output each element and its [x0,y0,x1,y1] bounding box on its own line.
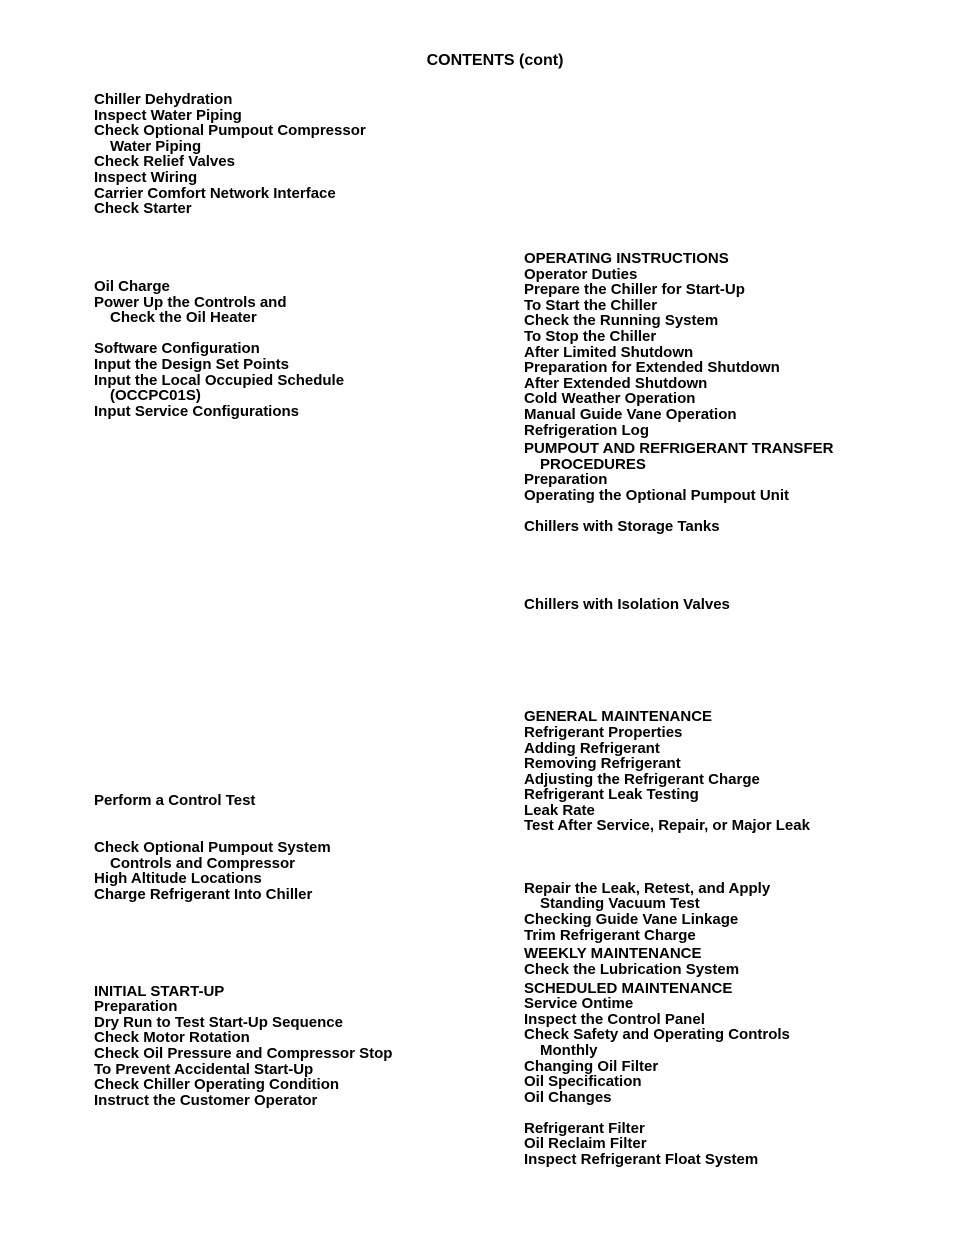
toc-entry: Trim Refrigerant Charge [524,927,696,944]
toc-entry: Perform a Control Test [94,792,256,809]
toc-entry: Input the Local Occupied Schedule [94,372,345,389]
toc-entry: Chiller Dehydration [94,91,233,108]
toc-section-heading: PROCEDURES [540,456,646,473]
toc-entry: Carrier Comfort Network Interface [94,185,336,202]
toc-entry: Input the Design Set Points [94,356,290,373]
toc-entry: After Extended Shutdown [524,375,708,392]
toc-entry: High Altitude Locations [94,870,262,887]
toc-entry: Prepare the Chiller for Start-Up [524,281,745,298]
toc-entry: Inspect Water Piping [94,107,242,124]
toc-section-heading: PUMPOUT AND REFRIGERANT TRANSFER [524,440,834,457]
toc-entry: Instruct the Customer Operator [94,1092,318,1109]
toc-entry: Inspect the Control Panel [524,1011,705,1028]
toc-entry: Refrigerant Filter [524,1120,645,1137]
toc-entry: Manual Guide Vane Operation [524,406,737,423]
toc-entry: Check Motor Rotation [94,1029,250,1046]
toc-entry: Preparation [94,998,178,1015]
toc-entry: Check the Lubrication System [524,961,740,978]
toc-entry: Check Relief Valves [94,153,235,170]
toc-entry: Inspect Wiring [94,169,198,186]
toc-entry: Preparation [524,471,608,488]
toc-entry: Check Optional Pumpout System [94,839,331,856]
toc-entry: Monthly [540,1042,598,1059]
toc-entry: Refrigerant Leak Testing [524,786,699,803]
toc-entry: Removing Refrigerant [524,755,681,772]
toc-entry: Checking Guide Vane Linkage [524,911,739,928]
toc-entry: Oil Charge [94,278,170,295]
toc-entry: Refrigerant Properties [524,724,683,741]
toc-entry: Check Optional Pumpout Compressor [94,122,366,139]
toc-entry: To Start the Chiller [524,297,658,314]
toc-entry: Oil Specification [524,1073,642,1090]
toc-entry: Chillers with Isolation Valves [524,596,730,613]
toc-entry: Standing Vacuum Test [540,895,700,912]
toc-entry: Leak Rate [524,802,595,819]
toc-entry: Chillers with Storage Tanks [524,518,720,535]
toc-section-heading: GENERAL MAINTENANCE [524,708,713,725]
toc-entry: Input Service Configurations [94,403,300,420]
toc-entry: Check the Running System [524,312,719,329]
toc-entry: To Prevent Accidental Start-Up [94,1061,314,1078]
toc-entry: Water Piping [110,138,202,155]
toc-entry: Inspect Refrigerant Float System [524,1151,759,1168]
toc-entry: Oil Changes [524,1089,612,1106]
toc-entry: (OCCPC01S) [110,387,201,404]
toc-entry: Check the Oil Heater [110,309,257,326]
toc-entry: Refrigeration Log [524,422,650,439]
toc-entry: Changing Oil Filter [524,1058,659,1075]
toc-entry: Adding Refrigerant [524,740,660,757]
toc-section-heading: OPERATING INSTRUCTIONS [524,250,729,267]
toc-entry: Cold Weather Operation [524,390,696,407]
toc-section-heading: WEEKLY MAINTENANCE [524,945,702,962]
toc-entry: Software Configuration [94,340,260,357]
toc-entry: Check Safety and Operating Controls [524,1026,790,1043]
page-title: CONTENTS (cont) [426,52,564,69]
toc-entry: Controls and Compressor [110,855,296,872]
toc-entry: Charge Refrigerant Into Chiller [94,886,313,903]
toc-entry: Adjusting the Refrigerant Charge [524,771,760,788]
toc-entry: Dry Run to Test Start-Up Sequence [94,1014,343,1031]
toc-entry: Repair the Leak, Retest, and Apply [524,880,771,897]
toc-entry: Operator Duties [524,266,638,283]
toc-entry: Test After Service, Repair, or Major Leak [524,817,810,834]
toc-entry: After Limited Shutdown [524,344,694,361]
toc-entry: Preparation for Extended Shutdown [524,359,780,376]
toc-entry: To Stop the Chiller [524,328,657,345]
toc-entry: Service Ontime [524,995,634,1012]
toc-entry: Oil Reclaim Filter [524,1135,647,1152]
toc-entry: Check Oil Pressure and Compressor Stop [94,1045,393,1062]
toc-section-heading: SCHEDULED MAINTENANCE [524,980,733,997]
toc-entry: Check Starter [94,200,192,217]
toc-entry: Check Chiller Operating Condition [94,1076,340,1093]
toc-entry: Power Up the Controls and [94,294,287,311]
toc-section-heading: INITIAL START-UP [94,983,225,1000]
toc-entry: Operating the Optional Pumpout Unit [524,487,789,504]
